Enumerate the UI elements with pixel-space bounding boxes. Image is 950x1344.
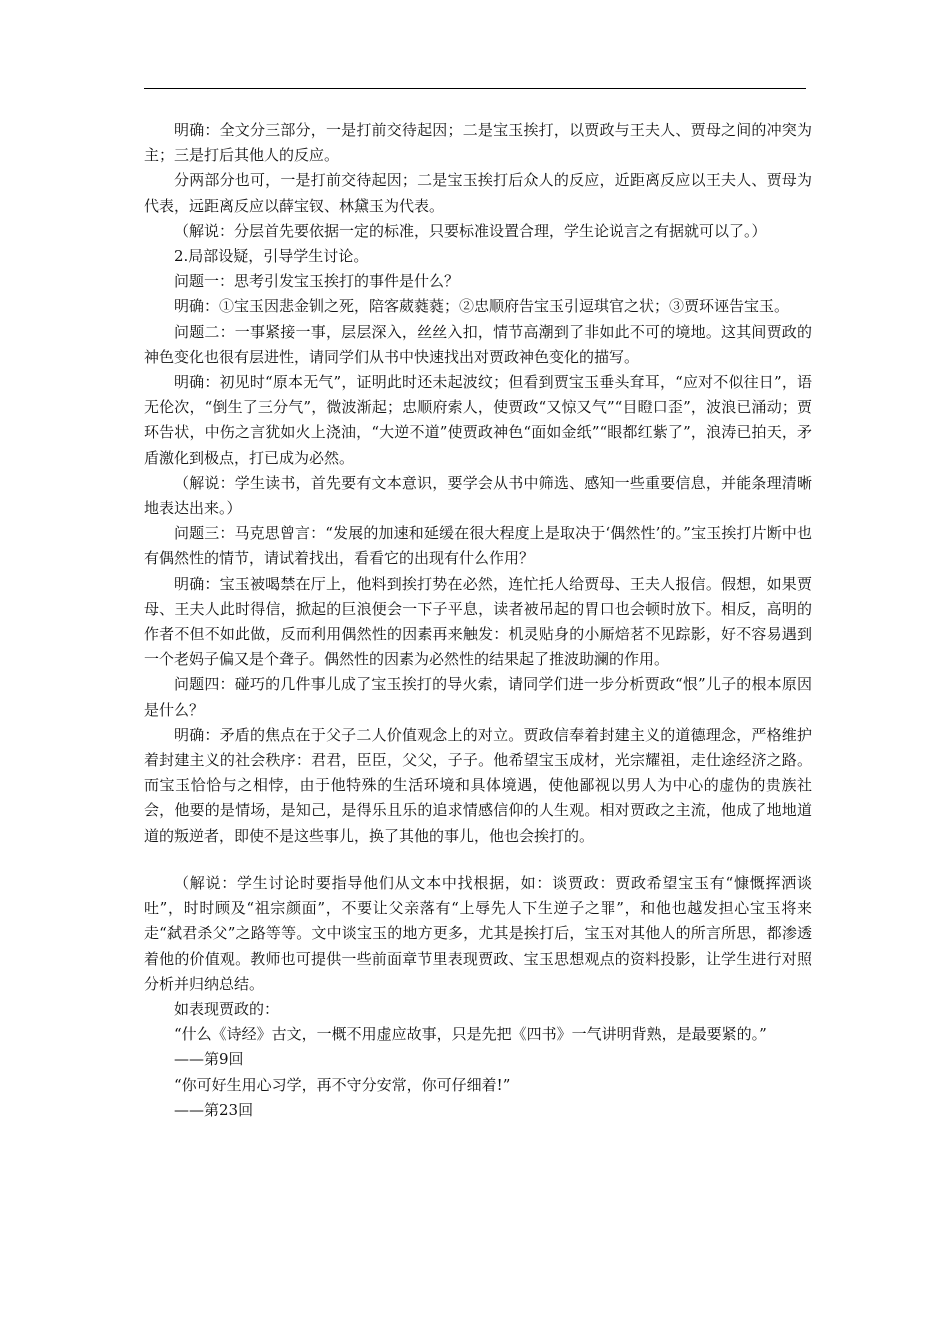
document-body [144,118,812,1123]
header-rule [144,88,806,89]
paragraph: 明确：初见时“原本无气”，证明此时还未起波纹；但看到贾宝玉垂头耷耳，“应对不似往日”，语无伦次，“倒生了三分气”，微波渐起；忠顺府索人，使贾政“又惊又气”“目瞪口歪”，波浪已涌动；贾环告状，中伤之言犹如火上浇油，“大逆不道”使贾政神色“面如金纸”“眼都红紫了”，浪涛已拍天，矛盾激化到极点，打已成为必然。 [144,373,812,467]
paragraph: 问题一：思考引发宝玉挨打的事件是什么？ [174,272,460,291]
paragraph: 明确：①宝玉因悲金钏之死，陪客葳蕤蕤；②忠顺府告宝玉引逗琪官之状；③贾环诬告宝玉。 [174,297,790,316]
paragraph: 问题三：马克思曾言：“发展的加速和延缓在很大程度上是取决于‘偶然性’的。”宝玉挨打片断中也有偶然性的情节，请试着找出，看看它的出现有什么作用？ [144,524,812,568]
paragraph: 如表现贾政的： [174,999,280,1018]
paragraph: 2.局部设疑，引导学生讨论。 [174,247,369,266]
paragraph: （解说：分层首先要依据一定的标准，只要标准设置合理，学生论说言之有据就可以了。） [174,221,767,240]
paragraph: 明确：宝玉被喝禁在厅上，他料到挨打势在必然，连忙托人给贾母、王夫人报信。假想，如果贾母、王夫人此时得信，掀起的巨浪便会一下子平息，读者被吊起的胃口也会顿时放下。相反，高明的作者不但不如此做，反而利用偶然性的因素再来触发：机灵贴身的小厮焙茗不见踪影，好不容易遇到一个老妈子偏又是个聋子。偶然性的因素为必然性的结果起了推波助澜的作用。 [144,574,812,669]
paragraph: （解说：学生读书，首先要有文本意识，要学会从书中筛选、感知一些重要信息，并能条理清晰地表达出来。） [144,473,812,518]
paragraph: 问题二：一事紧接一事，层层深入，丝丝入扣，情节高潮到了非如此不可的境地。这其间贾政的神色变化也很有层进性，请同学们从书中快速找出对贾政神色变化的描写。 [144,322,812,366]
paragraph: 问题四：碰巧的几件事儿成了宝玉挨打的导火索，请同学们进一步分析贾政“恨”儿子的根本原因是什么？ [144,675,812,719]
quote: “什么《诗经》古文，一概不用虚应故事，只是先把《四书》一气讲明背熟，是最要紧的。” [174,1025,767,1044]
quote: “你可好生用心习学，再不守分安常，你可仔细着!” [174,1075,511,1094]
paragraph: 分两部分也可，一是打前交待起因；二是宝玉挨打后众人的反应，近距离反应以王夫人、贾母为代表，远距离反应以薛宝钗、林黛玉为代表。 [144,171,812,215]
quote-source: ——第23回 [174,1100,254,1119]
paragraph: 明确：全文分三部分，一是打前交待起因；二是宝玉挨打，以贾政与王夫人、贾母之间的冲突为主；三是打后其他人的反应。 [144,121,812,165]
paragraph: 明确：矛盾的焦点在于父子二人价值观念上的对立。贾政信奉着封建主义的道德理念，严格维护着封建主义的社会秩序：君君，臣臣，父父，子子。他希望宝玉成材，光宗耀祖，走仕途经济之路。而宝玉恰恰与之相悖，由于他特殊的生活环境和具体境遇，使他鄙视以男人为中心的虚伪的贵族社会，他要的是情场，是知己，是得乐且乐的追求情感信仰的人生观。相对贾政之主流，他成了地地道道的叛逆者，即使不是这些事儿，换了其他的事儿，他也会挨打的。 [144,725,812,845]
quote-source: ——第9回 [174,1050,244,1069]
paragraph: （解说：学生讨论时要指导他们从文本中找根据，如：谈贾政：贾政希望宝玉有“慷慨挥洒谈吐”，时时顾及“祖宗颜面”，不要让父亲落有“上辱先人下生逆子之罪”，和他也越发担心宝玉将来走“弑君杀父”之路等等。文中谈宝玉的地方更多，尤其是挨打后，宝玉对其他人的所言所思，都渗透着他的价值观。教师也可提供一些前面章节里表现贾政、宝玉思想观点的资料投影，让学生进行对照分析并归纳总结。 [144,873,812,993]
